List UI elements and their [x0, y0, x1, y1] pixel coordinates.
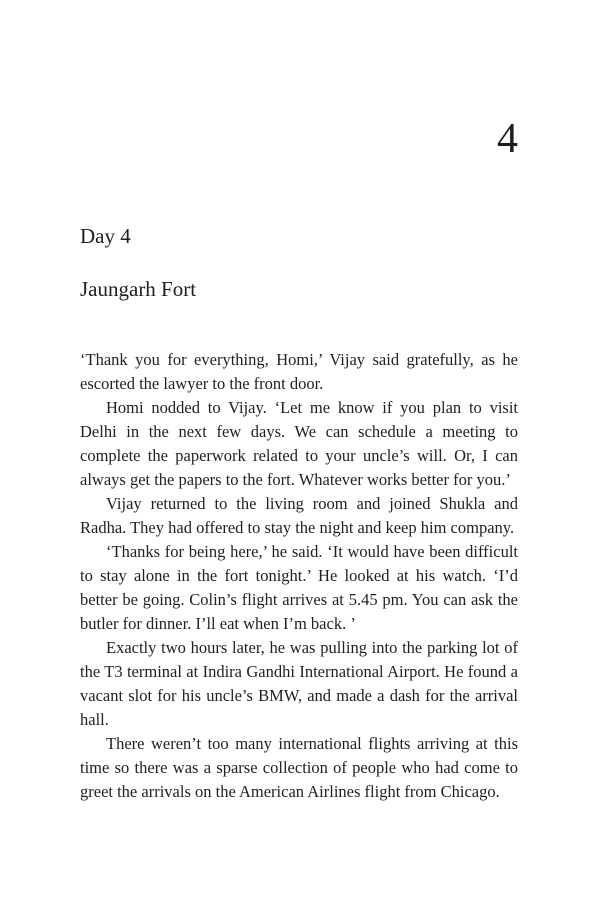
paragraph: Homi nodded to Vijay. ‘Let me know if you plan to visit Delhi in the next few days. We can schedule a meeting to complete the paperwork related to your uncle’s will. Or, I can always get the papers to the fort. Whatever works better for you.’ [80, 398, 518, 489]
location-heading: Jaungarh Fort [80, 277, 197, 301]
paragraph: ‘Thanks for being here,’ he said. ‘It would have been difficult to stay alone in the fort tonight.’ He looked at his watch. ‘I’d better be going. Colin’s flight arrives at 5.45 pm. You can ask the butler for dinner. I’ll eat when I’m back. ’ [80, 542, 518, 633]
paragraph: There weren’t too many international flights arriving at this time so there was a sparse collection of people who had come to greet the arrivals on the American Airlines flight from Chicago. [80, 734, 518, 801]
chapter-number: 4 [497, 116, 518, 162]
paragraph: Exactly two hours later, he was pulling into the parking lot of the T3 terminal at Indira Gandhi International Airport. He found a vacant slot for his uncle’s BMW, and made a dash for the arrival hall. [80, 638, 518, 729]
day-heading: Day 4 [80, 224, 131, 248]
body-text [80, 348, 518, 804]
paragraph: ‘Thank you for everything, Homi,’ Vijay said gratefully, as he escorted the lawyer to the front door. [80, 350, 518, 393]
paragraph: Vijay returned to the living room and joined Shukla and Radha. They had offered to stay the night and keep him company. [80, 494, 518, 537]
